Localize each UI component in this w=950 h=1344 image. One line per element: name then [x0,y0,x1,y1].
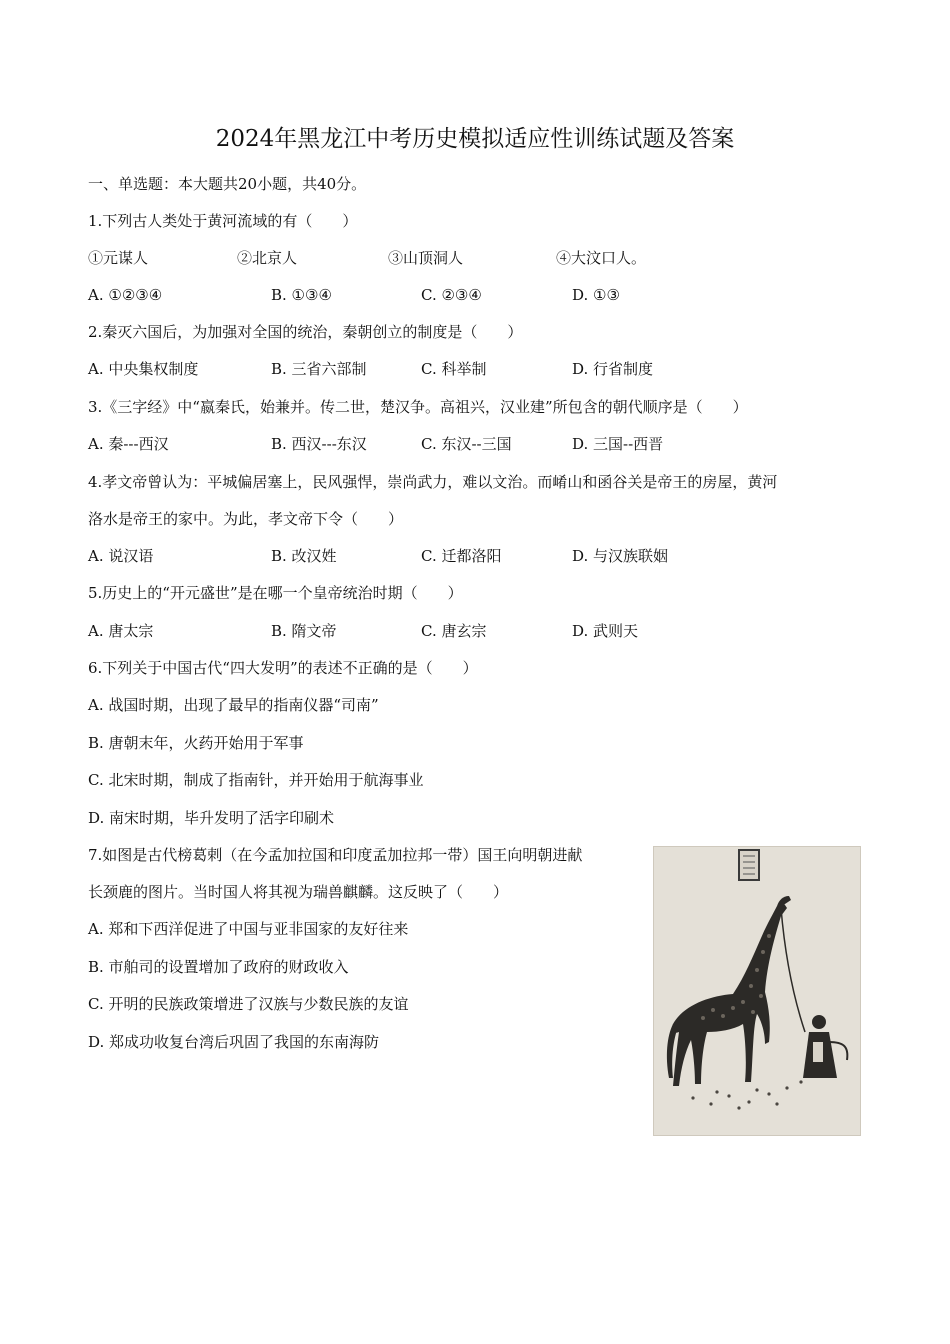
question-7-stem-line-1: 7.如图是古代榜葛剌（在今孟加拉国和印度孟加拉邦一带）国王向明朝进献 [88,846,583,864]
question-4-option-a: A. 说汉语 [88,547,154,565]
question-5-stem: 5.历史上的“开元盛世”是在哪一个皇帝统治时期（ ） [88,584,463,602]
question-6-stem: 6.下列关于中国古代“四大发明”的表述不正确的是（ ） [88,659,478,677]
question-1-item-2: ②北京人 [237,249,298,267]
question-2-option-c: C. 科举制 [421,360,487,378]
question-6-option-b: B. 唐朝末年，火药开始用于军事 [88,734,304,752]
question-1-option-c: C. ②③④ [421,286,482,304]
question-6-option-c: C. 北宋时期，制成了指南针，并开始用于航海事业 [88,771,424,789]
question-4-option-d: D. 与汉族联姻 [572,547,669,565]
question-3-option-b: B. 西汉---东汉 [271,435,367,453]
question-7-option-a: A. 郑和下西洋促进了中国与亚非国家的友好往来 [88,920,409,938]
question-3-option-a: A. 秦---西汉 [88,435,169,453]
question-4-stem-line-1: 4.孝文帝曾认为：平城偏居塞上，民风强悍，崇尚武力，难以文治。而崤山和函谷关是帝王的房屋，黄河 [88,473,778,491]
giraffe-illustration [653,846,861,1136]
question-2-option-d: D. 行省制度 [572,360,654,378]
question-1-option-b: B. ①③④ [271,286,332,304]
section-heading: 一、单选题：本大题共20小题，共40分。 [88,175,367,193]
question-3-option-c: C. 东汉--三国 [421,435,512,453]
giraffe-tribute-painting [653,846,861,1136]
question-5-option-d: D. 武则天 [572,622,639,640]
question-1-item-3: ③山顶洞人 [388,249,464,267]
question-1-option-d: D. ①③ [572,286,620,304]
question-3-stem: 3.《三字经》中“嬴秦氏，始兼并。传二世，楚汉争。高祖兴，汉业建”所包含的朝代顺序是（ ） [88,398,748,416]
question-4-option-c: C. 迁都洛阳 [421,547,502,565]
question-1-option-a: A. ①②③④ [88,286,163,304]
question-3-option-d: D. 三国--西晋 [572,435,664,453]
question-6-option-a: A. 战国时期，出现了最早的指南仪器“司南” [88,696,379,714]
question-1-item-4: ④大汶口人。 [556,249,647,267]
question-5-option-b: B. 隋文帝 [271,622,337,640]
question-4-stem-line-2: 洛水是帝王的家中。为此，孝文帝下令（ ） [88,510,404,528]
question-2-option-a: A. 中央集权制度 [88,360,199,378]
question-2-option-b: B. 三省六部制 [271,360,367,378]
question-4-option-b: B. 改汉姓 [271,547,337,565]
inscription-box [739,850,759,880]
question-6-option-d: D. 南宋时期，毕升发明了活字印刷术 [88,809,335,827]
question-7-option-b: B. 市舶司的设置增加了政府的财政收入 [88,958,349,976]
question-7-option-c: C. 开明的民族政策增进了汉族与少数民族的友谊 [88,995,409,1013]
question-7-stem-line-2: 长颈鹿的图片。当时国人将其视为瑞兽麒麟。这反映了（ ） [88,883,509,901]
question-1-stem: 1.下列古人类处于黄河流域的有（ ） [88,212,358,230]
question-7-option-d: D. 郑成功收复台湾后巩固了我国的东南海防 [88,1033,380,1051]
question-1-item-1: ①元谋人 [88,249,149,267]
question-5-option-c: C. 唐玄宗 [421,622,487,640]
page-title: 2024年黑龙江中考历史模拟适应性训练试题及答案 [215,126,735,152]
question-5-option-a: A. 唐太宗 [88,622,154,640]
question-2-stem: 2.秦灭六国后，为加强对全国的统治，秦朝创立的制度是（ ） [88,323,523,341]
